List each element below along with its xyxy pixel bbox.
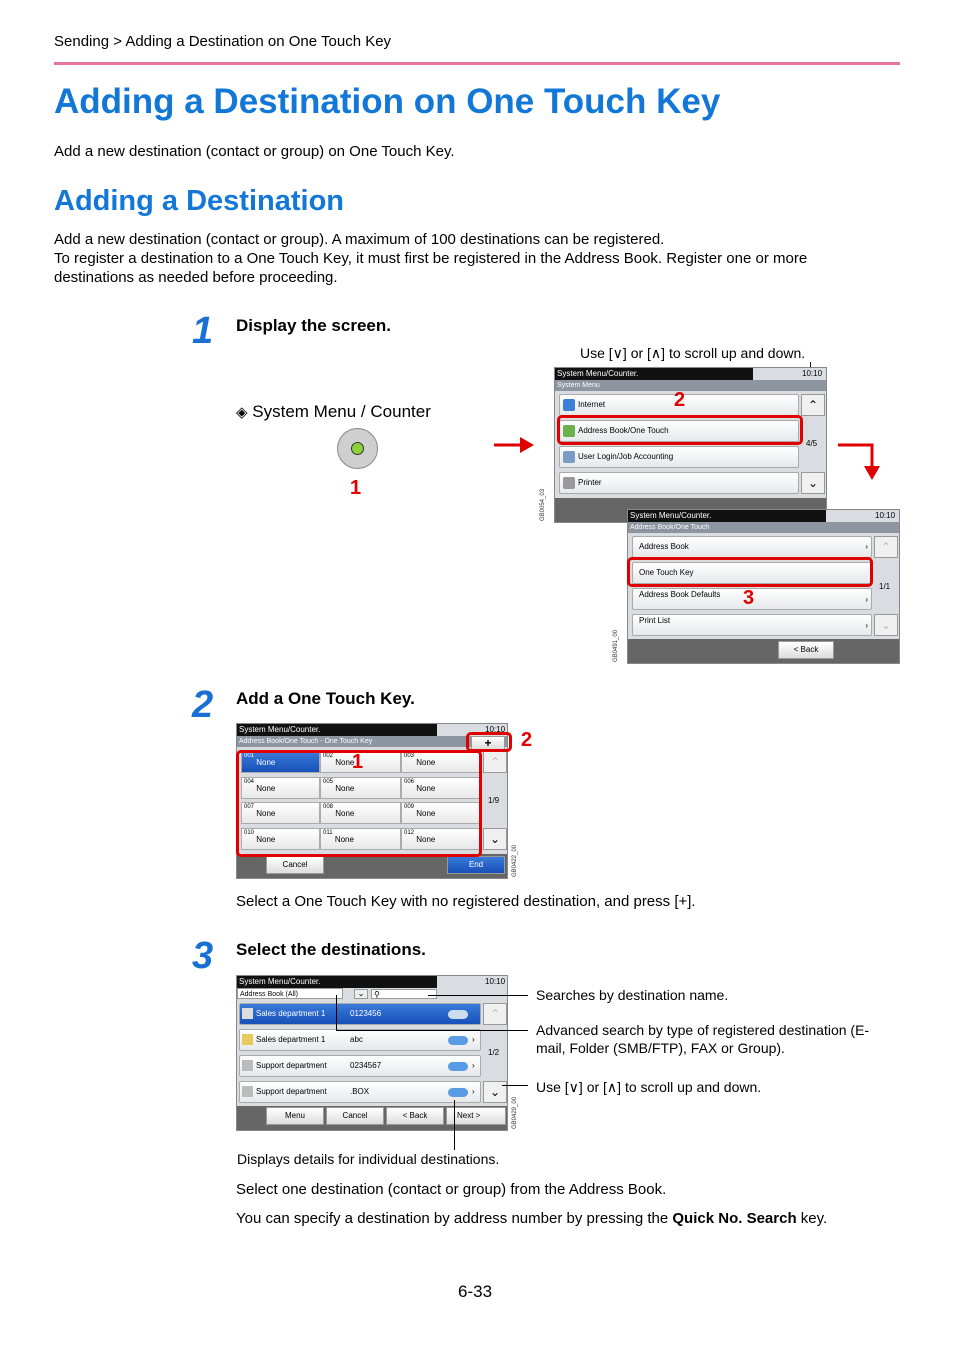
- address-row[interactable]: Sales department 1 0123456: [239, 1003, 481, 1025]
- scroll-up-button[interactable]: [483, 751, 507, 773]
- details-button[interactable]: [448, 1036, 468, 1045]
- screen-b-footer: [628, 639, 900, 663]
- one-touch-key-cell[interactable]: $^{001}$ None: [241, 751, 320, 773]
- fax-icon: [242, 1060, 253, 1071]
- page-title: Adding a Destination on One Touch Key: [54, 82, 721, 121]
- printer-icon: [563, 477, 575, 489]
- callout-2-label: 2: [674, 389, 686, 411]
- menu-item-address-book-defaults[interactable]: Address Book Defaults ›: [632, 588, 872, 610]
- chevron-down-icon: ⌄: [489, 1085, 501, 1099]
- one-touch-key-cell[interactable]: $^{003}$ None: [401, 751, 481, 773]
- screen-3-time: 10:10: [485, 977, 506, 986]
- scroll-down-button[interactable]: [801, 472, 825, 494]
- breadcrumb: Sending > Adding a Destination on One Touch Key: [54, 33, 392, 50]
- callout-box-address-book: [557, 415, 803, 445]
- scroll-callout-line: [502, 1085, 528, 1086]
- screen-a-time: 10:10: [802, 369, 823, 378]
- section-title: Adding a Destination: [54, 185, 344, 217]
- step-1-number: 1: [192, 310, 214, 352]
- step-1-title: Display the screen.: [236, 316, 391, 335]
- callout-search: Searches by destination name.: [536, 987, 729, 1003]
- screen-b-code: GB0491_00: [613, 629, 619, 662]
- screen-3-code: GB0429_00: [512, 1096, 518, 1129]
- screen-2-subtitle: Address Book/One Touch - One Touch Key: [237, 736, 508, 747]
- menu-item-user-login[interactable]: User Login/Job Accounting: [559, 446, 799, 468]
- address-row[interactable]: Sales department 1 abc ›: [239, 1029, 481, 1051]
- screen-3-page: 1/2: [488, 1048, 500, 1057]
- one-touch-key-cell[interactable]: $^{007}$ None: [241, 802, 320, 824]
- details-callout-line: [454, 1100, 455, 1150]
- folder-icon: [242, 1034, 253, 1045]
- arrow-down-icon: [838, 438, 882, 480]
- globe-icon: [563, 399, 575, 411]
- scroll-up-button[interactable]: [874, 536, 898, 558]
- chevron-down-icon: ⌄: [880, 618, 892, 632]
- step-2-title: Add a One Touch Key.: [236, 689, 415, 708]
- one-touch-key-cell[interactable]: $^{011}$ None: [320, 828, 401, 850]
- fax-icon: [242, 1008, 253, 1019]
- step-3-description-1: Select one destination (contact or group) from the Address Book.: [236, 1181, 667, 1198]
- scroll-down-button[interactable]: [483, 828, 507, 850]
- address-row[interactable]: Support department .BOX ›: [239, 1081, 481, 1103]
- screen-a-subtitle: System Menu: [555, 380, 827, 391]
- chevron-down-icon: ⌄: [489, 832, 501, 846]
- chevron-right-icon: ›: [472, 1087, 475, 1096]
- chevron-up-icon: ⌃: [489, 755, 501, 769]
- menu-item-printer[interactable]: Printer: [559, 472, 799, 494]
- callout-1-label: 1: [352, 751, 364, 773]
- next-button[interactable]: Next >: [446, 1107, 506, 1125]
- system-menu-key-text: System Menu / Counter: [252, 402, 431, 421]
- chevron-up-icon: ⌃: [807, 398, 819, 412]
- screen-a-code: GB0054_03: [540, 488, 546, 521]
- cancel-button[interactable]: Cancel: [326, 1107, 384, 1125]
- user-icon: [563, 451, 575, 463]
- end-button[interactable]: End: [447, 856, 505, 874]
- one-touch-key-cell[interactable]: $^{009}$ None: [401, 802, 481, 824]
- step-3-description-2: You can specify a destination by address number by pressing the Quick No. Search key.: [236, 1210, 828, 1227]
- screen-b-time: 10:10: [875, 511, 896, 520]
- advanced-callout-line-v: [336, 995, 337, 1031]
- screen-a-page: 4/5: [806, 439, 818, 448]
- screen-2-time: 10:10: [485, 725, 506, 734]
- back-button[interactable]: < Back: [386, 1107, 444, 1125]
- search-icon: ⚲: [374, 990, 380, 999]
- screen-3-title-bar: System Menu/Counter.: [237, 976, 437, 988]
- one-touch-key-cell[interactable]: $^{010}$ None: [241, 828, 320, 850]
- arrow-right-icon: [494, 434, 534, 456]
- chevron-right-icon: ›: [865, 542, 868, 551]
- back-button[interactable]: < Back: [778, 641, 834, 659]
- menu-item-internet[interactable]: Internet: [559, 394, 799, 416]
- details-button[interactable]: [448, 1088, 468, 1097]
- step-3-title: Select the destinations.: [236, 940, 426, 959]
- menu-item-address-book-one-touch[interactable]: Address Book/One Touch: [559, 420, 799, 442]
- screen-2-page: 1/9: [488, 796, 500, 805]
- callout-scroll: Use [∨] or [∧] to scroll up and down.: [536, 1079, 762, 1095]
- diamond-icon: ◈: [236, 404, 248, 421]
- one-touch-key-cell[interactable]: $^{005}$ None: [320, 777, 401, 799]
- step-3-number: 3: [192, 935, 214, 977]
- screen-a-title-bar: System Menu/Counter.: [555, 368, 753, 380]
- menu-item-one-touch-key[interactable]: One Touch Key: [632, 562, 872, 584]
- callout-box-add: [466, 732, 512, 752]
- screen-system-menu: [554, 367, 827, 523]
- step-2-description: Select a One Touch Key with no registered destination, and press [+].: [236, 893, 696, 910]
- header-rule: [54, 62, 900, 65]
- menu-button[interactable]: Menu: [266, 1107, 324, 1125]
- details-button[interactable]: [448, 1062, 468, 1071]
- address-book-selector[interactable]: Address Book (All): [237, 988, 343, 999]
- one-touch-key-cell[interactable]: $^{006}$ None: [401, 777, 481, 799]
- section-paragraph: [54, 230, 884, 287]
- screen-b-page: 1/1: [879, 582, 891, 591]
- one-touch-key-cell[interactable]: $^{004}$ None: [241, 777, 320, 799]
- advanced-callout-line-h: [336, 1030, 528, 1031]
- menu-item-print-list[interactable]: Print List ›: [632, 614, 872, 636]
- chevron-up-icon: ⌃: [489, 1007, 501, 1021]
- chevron-right-icon: ›: [472, 1061, 475, 1070]
- add-button[interactable]: +: [471, 736, 505, 750]
- chevron-right-icon: ›: [865, 621, 868, 630]
- system-menu-key-label: [236, 402, 431, 422]
- callout-box-one-touch-key: [627, 557, 873, 587]
- address-row[interactable]: Support department 0234567 ›: [239, 1055, 481, 1077]
- details-button[interactable]: [448, 1010, 468, 1019]
- scroll-up-button[interactable]: [483, 1003, 507, 1025]
- led-icon: [351, 442, 364, 455]
- callout-advanced-search: Advanced search by type of registered destination (E-mail, Folder (SMB/FTP), FAX or Group).: [536, 1022, 870, 1056]
- intro-text: Add a new destination (contact or group) on One Touch Key.: [54, 143, 455, 160]
- one-touch-key-cell[interactable]: $^{012}$ None: [401, 828, 481, 850]
- callout-details: Displays details for individual destinations.: [237, 1151, 500, 1167]
- search-field[interactable]: [371, 989, 437, 999]
- cancel-button[interactable]: Cancel: [266, 856, 324, 874]
- section-para-2: To register a destination to a One Touch Key, it must first be registered in the Address Book. Register one or more destinations as needed before proceeding.: [54, 250, 808, 286]
- chevron-down-icon: ⌄: [807, 476, 819, 490]
- scroll-up-button[interactable]: [801, 394, 825, 416]
- callout-3-label: 3: [743, 587, 755, 609]
- screen-b-title-bar: System Menu/Counter.: [628, 510, 826, 522]
- one-touch-key-cell[interactable]: $^{002}$ None: [320, 751, 401, 773]
- callout-1-label: 1: [350, 477, 362, 499]
- chevron-up-icon: ⌃: [880, 540, 892, 554]
- system-menu-key[interactable]: [337, 428, 378, 469]
- screen-2-code: GB0422_00: [512, 844, 518, 877]
- chevron-right-icon: ›: [865, 595, 868, 604]
- scroll-down-button[interactable]: [874, 614, 898, 636]
- one-touch-key-cell[interactable]: $^{008}$ None: [320, 802, 401, 824]
- callout-2-label: 2: [521, 729, 533, 751]
- screen-b-subtitle: Address Book/One Touch: [628, 522, 900, 533]
- quick-no-search-key-label: Quick No. Search: [672, 1210, 797, 1227]
- box-icon: [242, 1086, 253, 1097]
- step-2-number: 2: [192, 684, 214, 726]
- section-para-1: Add a new destination (contact or group). A maximum of 100 destinations can be registered.: [54, 231, 665, 248]
- screen-2-title-bar: System Menu/Counter.: [237, 724, 437, 736]
- search-callout-line: [428, 995, 528, 996]
- screen-address-book-all: [236, 975, 508, 1131]
- menu-item-address-book[interactable]: Address Book ›: [632, 536, 872, 558]
- chevron-right-icon: ›: [472, 1035, 475, 1044]
- step-1-scroll-note: Use [∨] or [∧] to scroll up and down.: [580, 345, 806, 361]
- dropdown-chevron-icon[interactable]: ⌄: [354, 989, 368, 999]
- page-number: 6-33: [458, 1282, 493, 1301]
